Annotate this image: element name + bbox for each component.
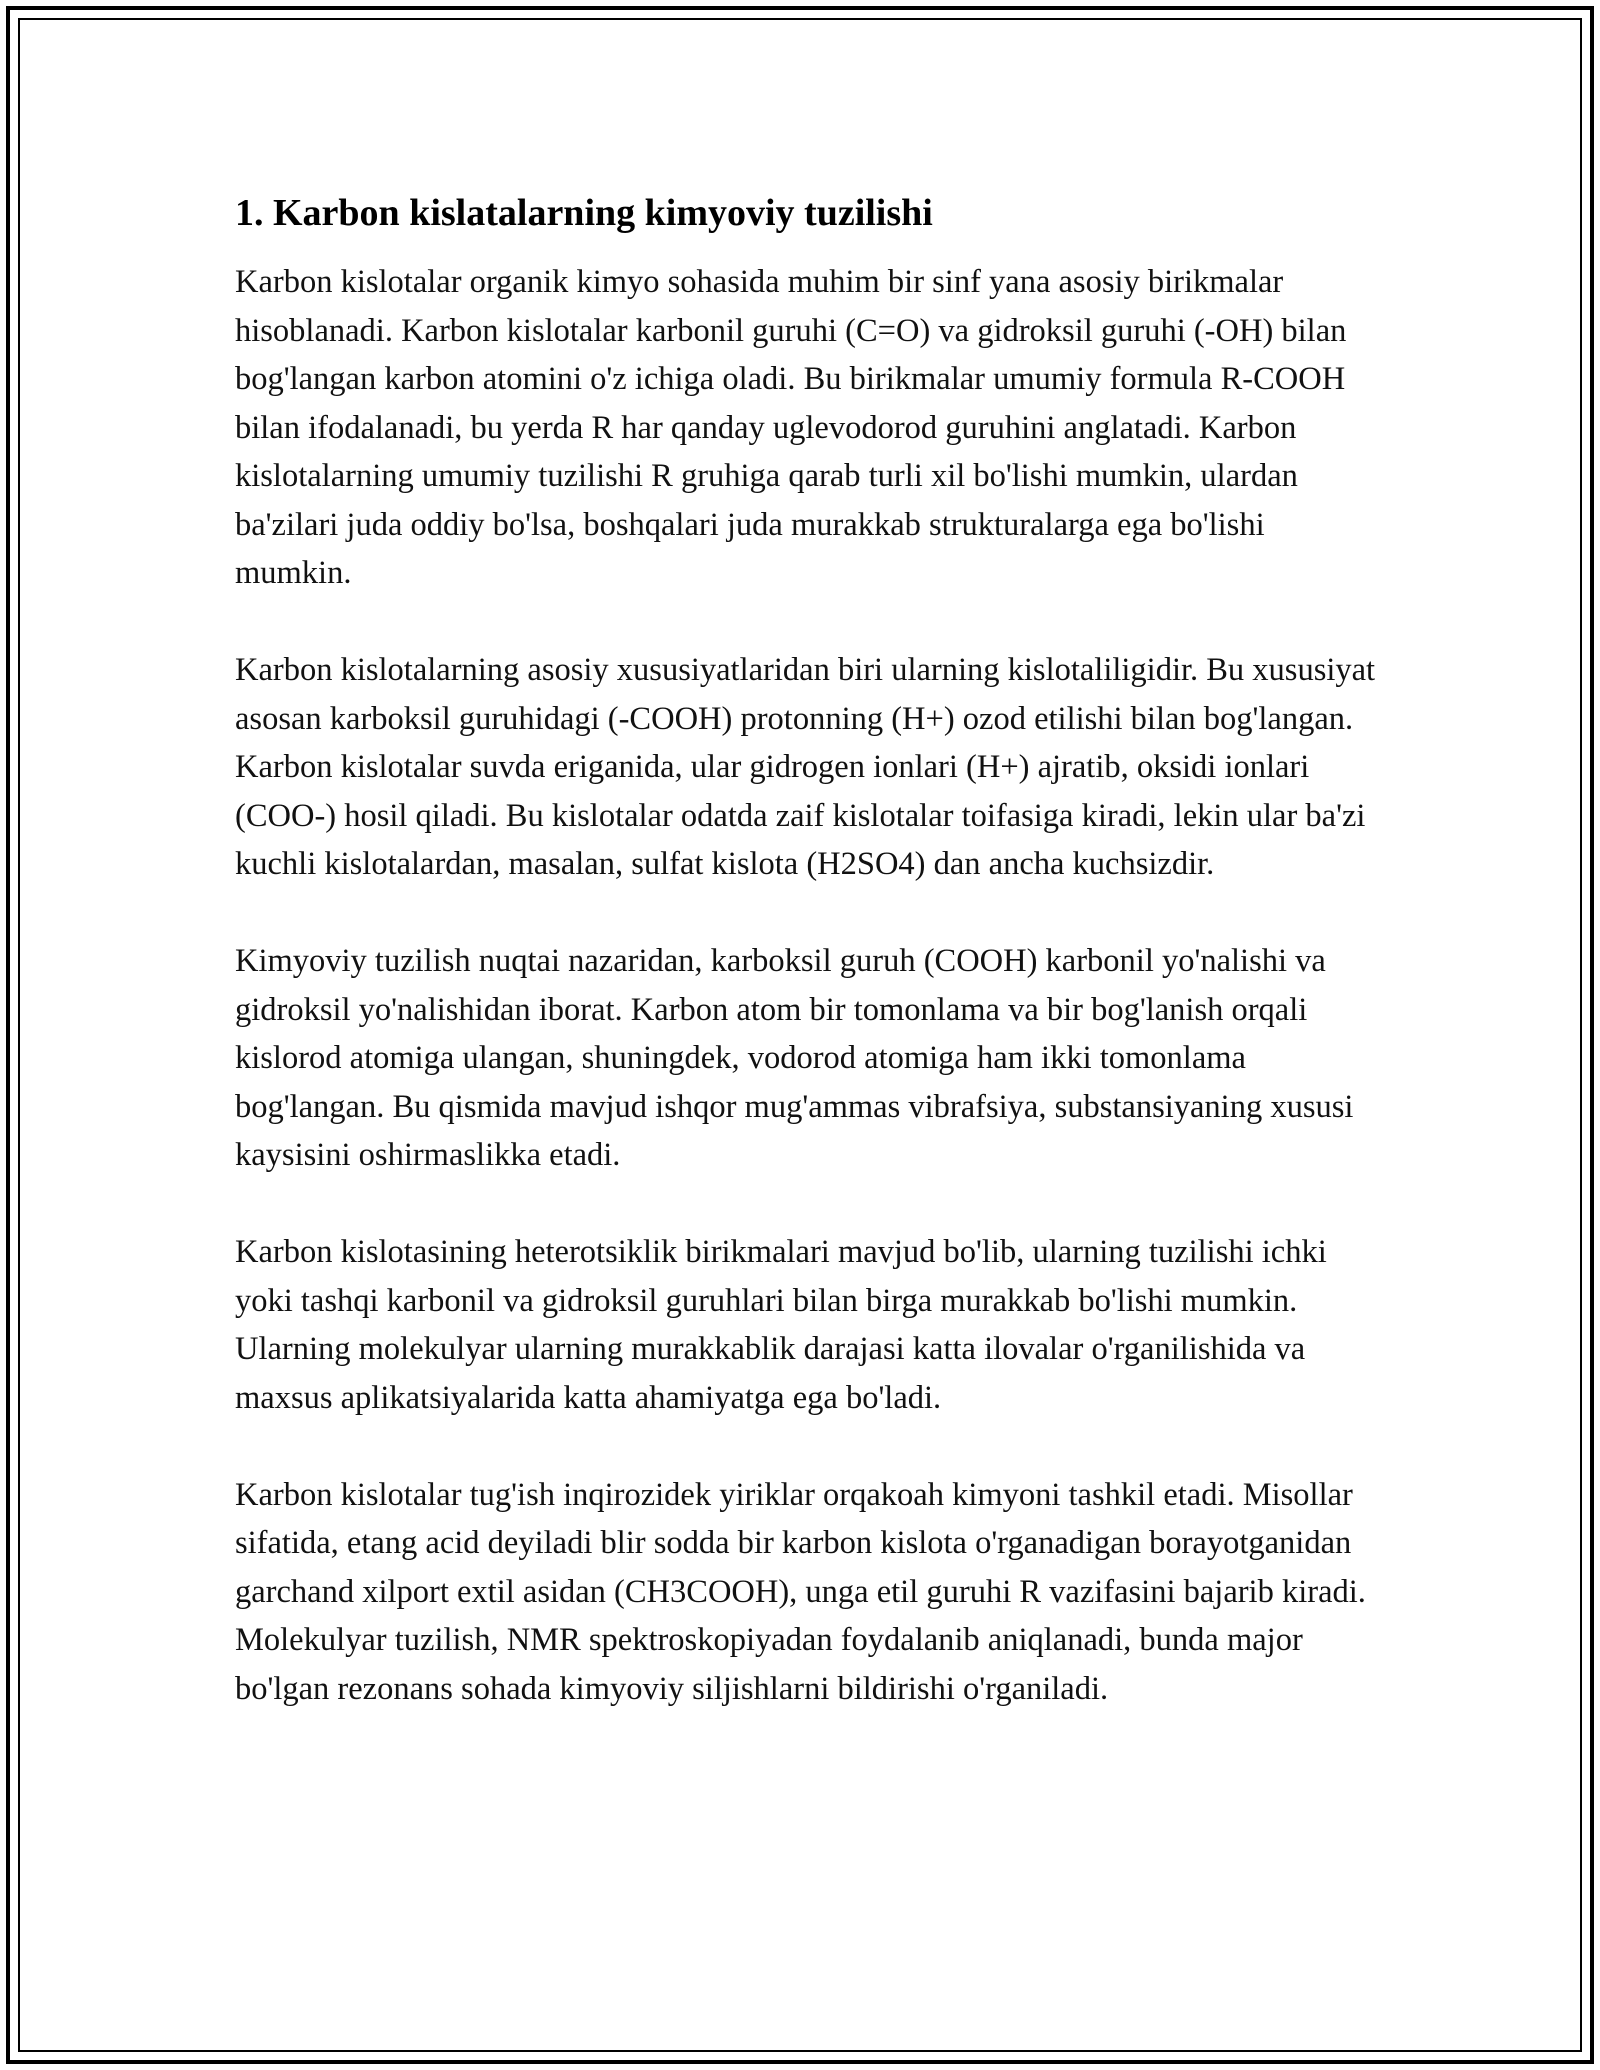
section-heading: 1. Karbon kislatalarning kimyoviy tuzilishi xyxy=(235,192,933,234)
paragraph-4: Karbon kislotasining heterotsiklik birikmalari mavjud bo'lib, ularning tuzilishi ichki yoki tashqi karbonil va gidroksil guruhlari bilan birga murakkab bo'lishi mumkin. Ularning molekulyar ularning murakkablik darajasi katta ilovalar o'rganilishida va maxsus aplikatsiyalarida katta ahamiyatga ega bo'ladi. xyxy=(235,1234,1327,1416)
paragraph-3: Kimyoviy tuzilish nuqtai nazaridan, karboksil guruh (COOH) karbonil yo'nalishi va gidroksil yo'nalishidan iborat. Karbon atom bir tomonlama va bir bog'lanish orqali kislorod atomiga ulangan, shuningdek, vodorod atomiga ham ikki tomonlama bog'langan. Bu qismida mavjud ishqor mug'ammas vibrafsiya, substansiyaning xususi kaysisini oshirmaslikka etadi. xyxy=(235,943,1354,1173)
paragraph-1: Karbon kislotalar organik kimyo sohasida muhim bir sinf yana asosiy birikmalar hisoblanadi. Karbon kislotalar karbonil guruhi (C=O) va gidroksil guruhi (-OH) bilan bog'langan karbon atomini o'z ichiga oladi. Bu birikmalar umumiy formula R-COOH bilan ifodalanadi, bu yerda R har qanday uglevodorod guruhini anglatadi. Karbon kislotalarning umumiy tuzilishi R gruhiga qarab turli xil bo'lishi mumkin, ulardan ba'zilari juda oddiy bo'lsa, boshqalari juda murakkab strukturalarga ega bo'lishi mumkin. xyxy=(235,264,1347,591)
paragraph-2: Karbon kislotalarning asosiy xususiyatlaridan biri ularning kislotaliligidir. Bu xususiyat asosan karboksil guruhidagi (-COOH) protonning (H+) ozod etilishi bilan bog'langan. Karbon kislotalar suvda eriganida, ular gidrogen ionlari (H+) ajratib, oksidi ionlari (COO-) hosil qiladi. Bu kislotalar odatda zaif kislotalar toifasiga kiradi, lekin ular ba'zi kuchli kislotalardan, masalan, sulfat kislota (H2SO4) dan ancha kuchsizdir. xyxy=(235,652,1376,882)
document-body xyxy=(235,188,1385,1762)
paragraph-5: Karbon kislotalar tug'ish inqirozidek yiriklar orqakoah kimyoni tashkil etadi. Misollar sifatida, etang acid deyiladi blir sodda bir karbon kislota o'rganadigan borayotganidan garchand xilport extil asidan (CH3COOH), unga etil guruhi R vazifasini bajarib kiradi. Molekulyar tuzilish, NMR spektroskopiyadan foydalanib aniqlanadi, bunda major bo'lgan rezonans sohada kimyoviy siljishlarni bildirishi o'rganiladi. xyxy=(235,1476,1366,1707)
